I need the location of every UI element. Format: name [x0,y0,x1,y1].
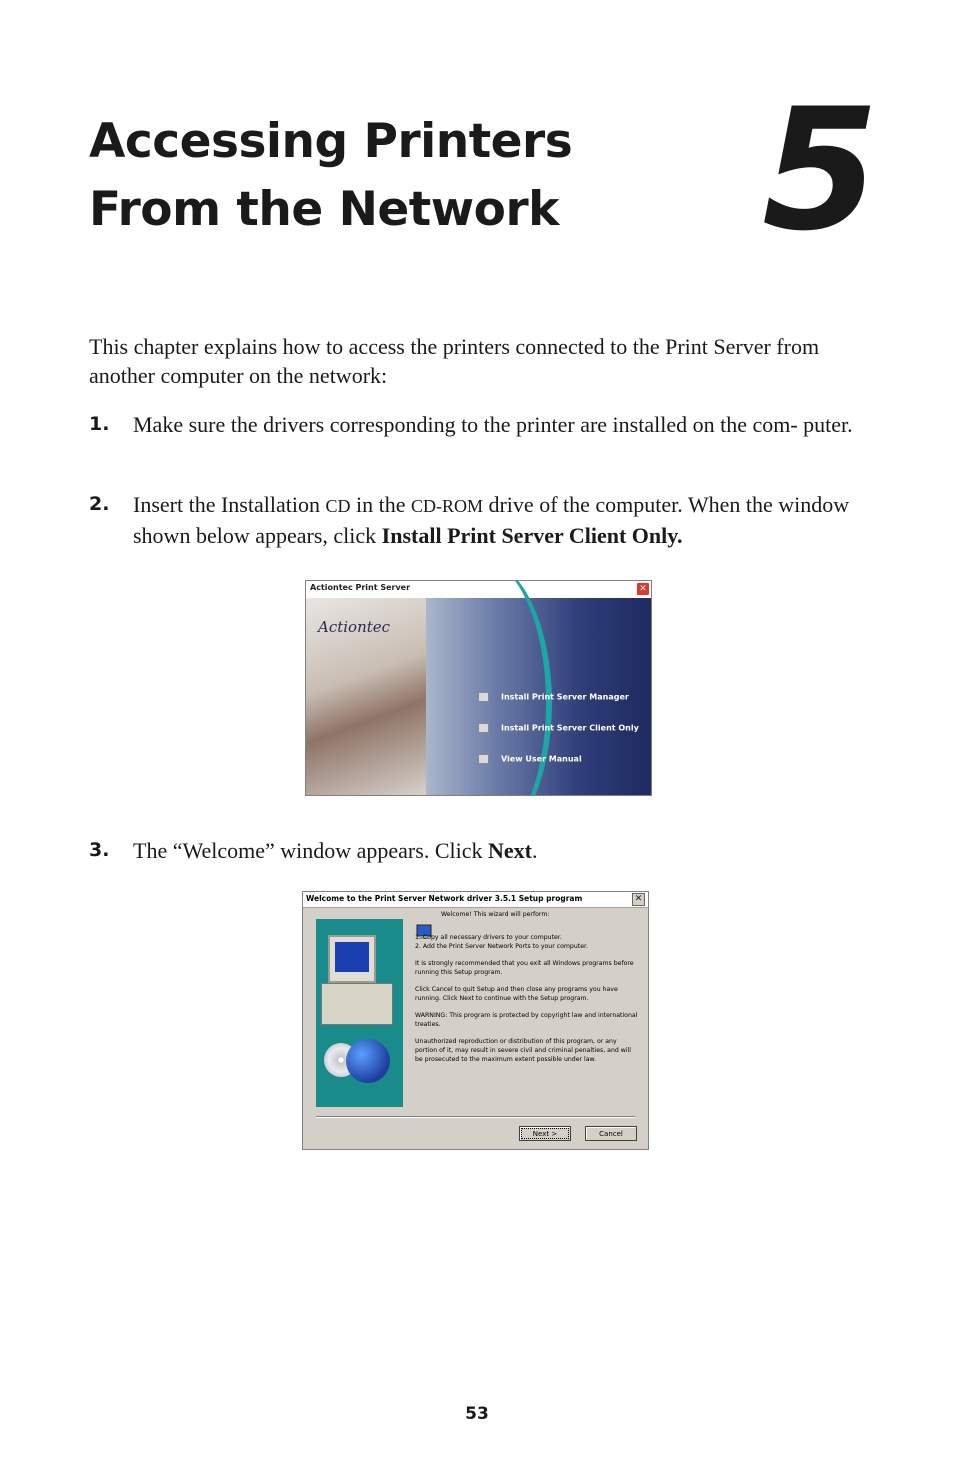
step-text-part: in the [350,492,411,517]
step-text [133,836,883,865]
step-text-part: The “Welcome” window appears. Click [133,838,488,863]
option-install-client-only[interactable] [478,723,639,733]
intro-paragraph: This chapter explains how to access the printers connected to the Print Server from another computer on the network: [89,334,820,388]
option-install-manager[interactable] [478,692,629,702]
welcome-paragraph: Click Cancel to quit Setup and then close any programs you have running. Click Next to continue with the Setup program. [415,986,618,1002]
next-button[interactable]: Next > [519,1126,571,1141]
step-text-bold: Install Print Server Client Only. [381,523,683,548]
computer-icon [321,983,393,1025]
step-text-bold: Next [488,838,532,863]
window-body [306,598,651,795]
option-label: Install Print Server Client Only [501,723,639,733]
page-number: 53 [465,1404,489,1424]
window-titlebar [303,892,648,908]
globe-icon [346,1039,390,1083]
step-text-part: . [531,838,538,863]
actiontec-window [305,580,652,796]
wizard-side-image [316,919,403,1107]
chapter-title-line-2: From the Network [89,182,559,237]
step-text [133,490,883,550]
step-number: 2. [89,493,110,515]
welcome-paragraph: Unauthorized reproduction or distribution of this program, or any portion of it, may result in severe civil and criminal penalties, and will be prosecuted to the maximum extent possible under law. [415,1038,631,1063]
welcome-paragraph: It is strongly recommended that you exit all Windows programs before running this Setup program. [415,960,634,976]
step-text-part: drive of the computer. When the window shown below appears, click [133,492,850,548]
actiontec-logo: Actiontec [318,618,391,636]
monitor-icon [328,935,376,983]
step-text-part: Insert the Installation [133,492,326,517]
chapter-title [89,108,572,244]
welcome-text-block [441,910,641,927]
step-number: 1. [89,413,110,435]
window-title: Welcome to the Print Server Network driver 3.5.1 Setup program [306,894,583,903]
divider [316,1116,635,1118]
option-label: Install Print Server Manager [501,692,629,702]
checkbox-icon [478,692,489,702]
cancel-button[interactable]: Cancel [585,1126,637,1141]
option-view-manual[interactable] [478,754,582,764]
step-text: Make sure the drivers corresponding to the printer are installed on the com- puter. [133,412,853,437]
checkbox-icon [478,754,489,764]
welcome-paragraph: Welcome! This wizard will perform: [441,911,550,918]
close-icon[interactable]: ✕ [637,583,649,595]
chapter-title-line-1: Accessing Printers [89,114,573,169]
option-label: View User Manual [501,754,582,764]
step-text-cd: CD [325,496,351,516]
step-text-cdrom: CD-ROM [410,496,483,516]
step-number: 3. [89,839,110,861]
welcome-text-block [415,933,640,1072]
checkbox-icon [478,723,489,733]
welcome-window [302,891,649,1150]
welcome-paragraph: 1. Copy all necessary drivers to your computer. 2. Add the Print Server Network Ports to your computer. [415,934,588,950]
close-icon[interactable]: ✕ [632,893,645,906]
welcome-paragraph: WARNING: This program is protected by copyright law and international treaties. [415,1012,638,1028]
window-title: Actiontec Print Server [310,583,411,592]
chapter-number: 5 [762,72,879,268]
